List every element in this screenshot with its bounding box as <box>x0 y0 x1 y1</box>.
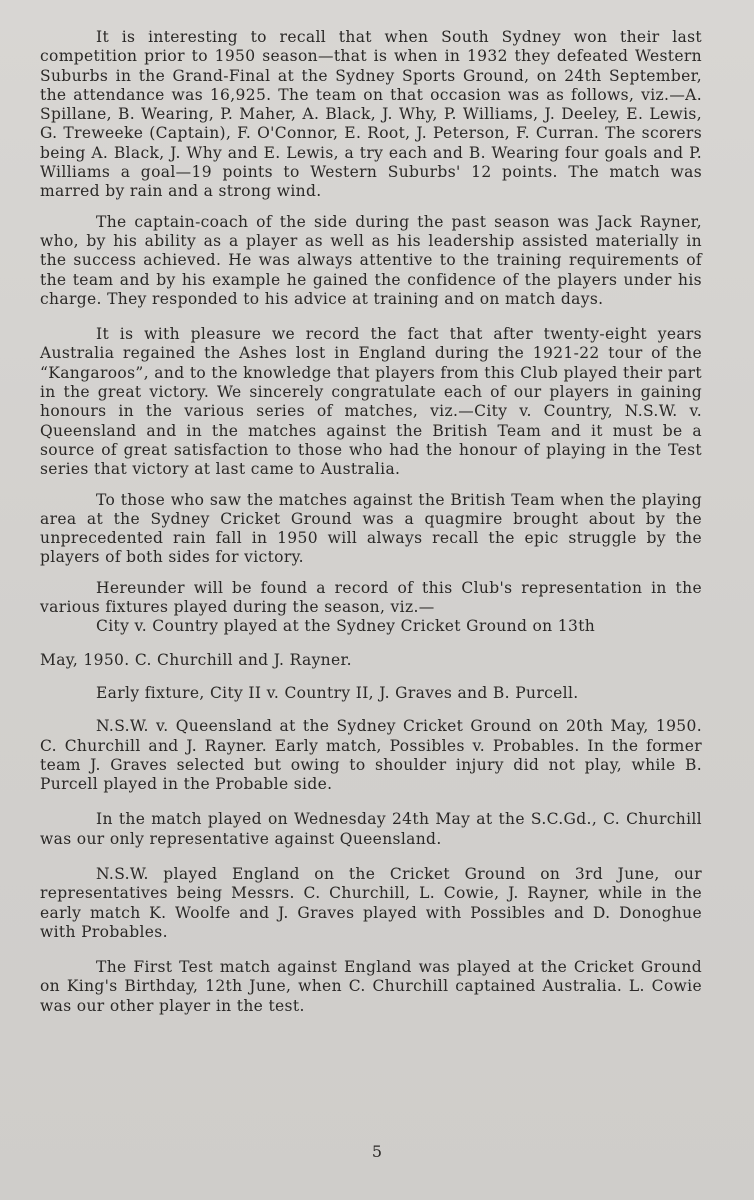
paragraph-early-fixture: Early fixture, City II v. Country II, J. Graves and B. Purcell. <box>96 683 579 702</box>
paragraph-city-v-country-date: May, 1950. C. Churchill and J. Rayner. <box>40 650 352 669</box>
paragraph-first-test: The First Test match against England was played at the Cricket Ground on King's Birthday, 12th June, when C. Churchill captained Australia. L. Cowie was our other player in the test. <box>40 958 702 1015</box>
paragraph-nsw-v-england: N.S.W. played England on the Cricket Ground on 3rd June, our representatives being Messrs. C. Churchill, L. Cowie, J. Rayner, while in the early match K. Woolfe and J. Graves played with Possibles and D. Donoghue with Probables. <box>40 864 702 941</box>
paragraph-1932-grand-final: It is interesting to recall that when South Sydney won their last competition prior to 1950 season—that is when in 1932 they defeated Western Suburbs in the Grand-Final at the Sydney Sports Ground, on 24th September, the attendance was 16,925. The team on that occasion was as follows, viz.—A. Spillane, B. Wearing, P. Maher, A. Black, J. Why, P. Williams, J. Deeley, E. Lewis, G. Treweeke (Captain), F. O'Connor, E. Root, J. Peterson, F. Curran. The scorers being A. Black, J. Why and E. Lewis, a try each and B. Wearing four goals and P. Williams a goal—19 points to Western Suburbs' 12 points. The match was marred by rain and a strong wind. <box>40 28 702 201</box>
paragraph-ashes-regained: It is with pleasure we record the fact that after twenty-eight years Australia regained the Ashes lost in England during the 1921-22 tour of the “Kangaroos”, and to the knowledge that players from this Club played their part in the great victory. We sincerely congratulate each of our players in gaining honours in the various series of matches, viz.—City v. Country, N.S.W. v. Queensland and in the matches against the British Team and it must be a source of great satisfaction to those who had the honour of playing in the Test series that victory at last came to Australia. <box>40 325 702 479</box>
paragraph-captain-coach: The captain-coach of the side during the past season was Jack Rayner, who, by his ability as a player as well as his leadership assisted materially in the success achieved. He was always attentive to the training requirements of the team and by his example he gained the confidence of the players under his charge. They responded to his advice at training and on match days. <box>40 212 702 308</box>
paragraph-british-team-matches: To those who saw the matches against the British Team when the playing area at the Sydney Cricket Ground was a quagmire brought about by the unprecedented rain fall in 1950 will always recall the epic struggle by the players of both sides for victory. <box>40 490 702 567</box>
page-body <box>40 28 702 1027</box>
paragraph-nsw-v-queensland: N.S.W. v. Queensland at the Sydney Cricket Ground on 20th May, 1950. C. Churchill and J. Rayner. Early match, Possibles v. Probables. In the former team J. Graves selected but owing to shoulder injury did not play, while B. Purcell played in the Probable side. <box>40 717 702 794</box>
page-number: 5 <box>371 1142 383 1161</box>
paragraph-wednesday-match: In the match played on Wednesday 24th May at the S.C.Gd., C. Churchill was our only representative against Queensland. <box>40 810 702 848</box>
paragraph-representation-intro: Hereunder will be found a record of this Club's representation in the various fixtures played during the season, viz.— <box>40 578 702 617</box>
paragraph-city-v-country: City v. Country played at the Sydney Cricket Ground on 13th <box>96 617 596 636</box>
